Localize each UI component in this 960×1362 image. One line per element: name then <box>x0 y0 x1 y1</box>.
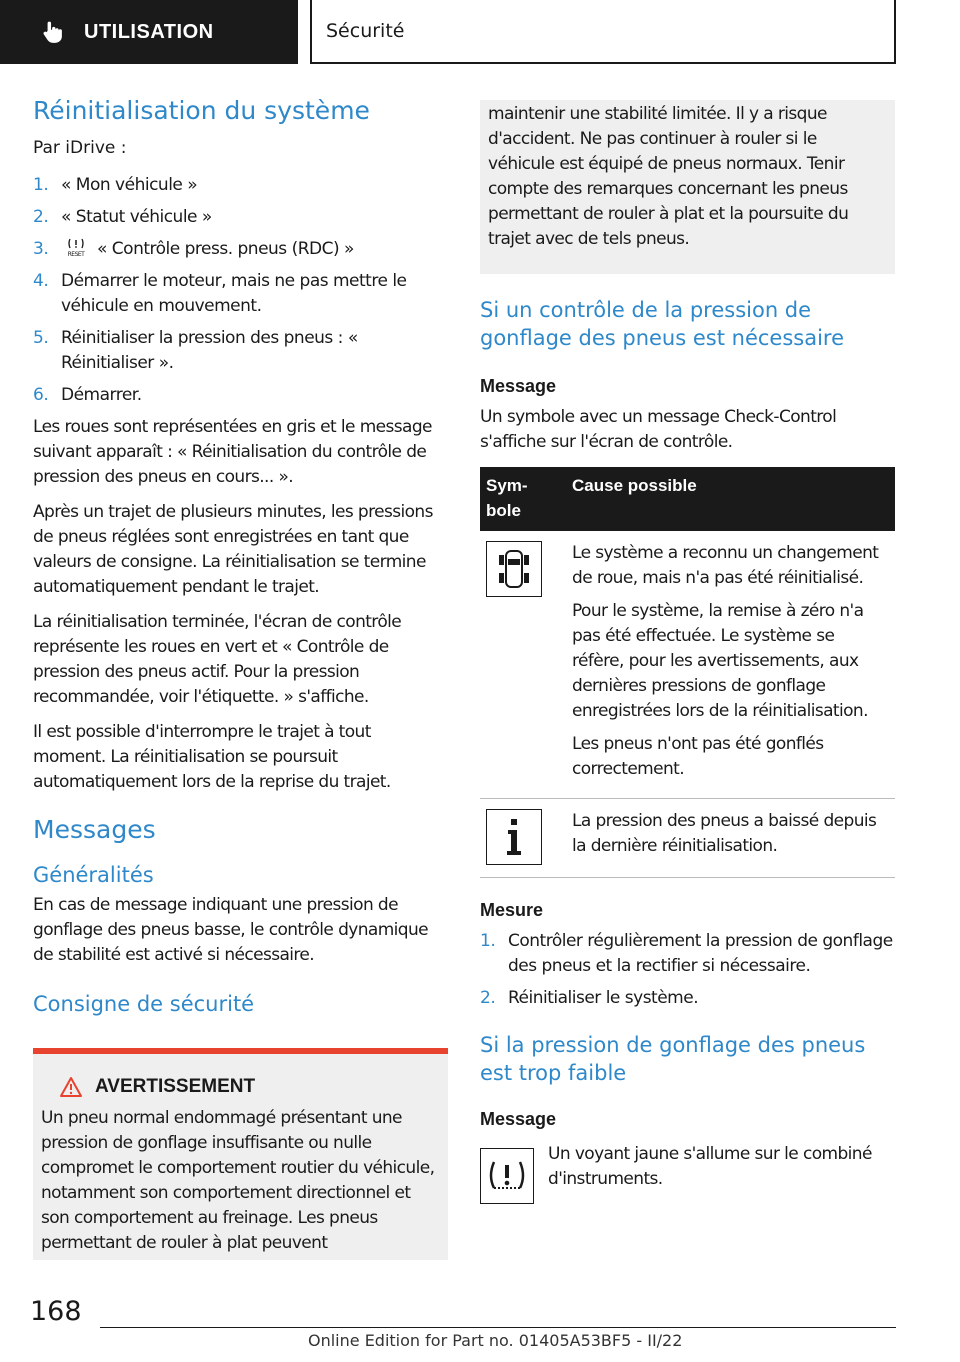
list-item: 5. Réinitialiser la pression des pneus : « Réinitialiser ». <box>33 328 358 373</box>
general-title: Généralités <box>33 863 154 887</box>
paragraph: La réinitialisation terminée, l'écran de contrôle représente les roues en vert et « Contrôle de pression des pneus actif. Pour la pression recommandée, voir l'étiquette. » s'affiche. <box>33 612 402 707</box>
warning-triangle-icon <box>59 1076 83 1098</box>
tire-reset-icon: RESET <box>61 237 91 262</box>
chapter-tab <box>0 0 298 64</box>
col-symbol: Sym- bole <box>480 467 566 531</box>
car-wheels-icon <box>486 541 542 597</box>
left-column <box>33 96 448 1018</box>
general-text: En cas de message indiquant une pression de gonflage des pneus basse, le contrôle dynamique de stabilité est activé si nécessaire. <box>33 895 429 965</box>
table-row: Le système a reconnu un changement de roue, mais n'a pas été réinitialisé. Pour le système, la remise à zéro n'a pas été effectuée. Le système se réfère, pour les avertissements, aux dernières pressions de gonflage enregistrées lors de la réinitialisation. Les pneus n'ont pas été gonflés correctement. <box>480 531 895 799</box>
hand-pointer-icon <box>40 19 66 45</box>
yellow-light-row <box>480 1142 895 1204</box>
safety-title: Consigne de sécurité <box>33 992 255 1016</box>
section-label: Sécurité <box>310 0 896 64</box>
message-label: Message <box>480 376 557 396</box>
paragraph: Les roues sont représentées en gris et le message suivant apparaît : « Réinitialisation du contrôle de pression des pneus en cours... ». <box>33 417 432 487</box>
messages-title: Messages <box>33 815 156 844</box>
paragraph: Après un trajet de plusieurs minutes, les pressions de pneus réglées sont enregistrées en tant que valeurs de consigne. La réinitialisation se termine automatiquement pendant le trajet. <box>33 502 433 597</box>
info-icon <box>486 809 542 865</box>
list-item: 2. « Statut véhicule » <box>33 207 212 227</box>
list-item: 2. Réinitialiser le système. <box>480 988 699 1008</box>
low-pressure-title: Si la pression de gonflage des pneus est trop faible <box>480 1033 866 1085</box>
warning-text: Un pneu normal endommagé présentant une pression de gonflage insuffisante ou nulle compromet le comportement routier du véhicule, notamment son comportement directionnel et son comportement au freinage. Les pneus permettant de rouler à plat peuvent <box>41 1108 435 1253</box>
warning-continuation: maintenir une stabilité limitée. Il y a risque d'accident. Ne pas continuer à rouler si le véhicule est équipé de pneus normaux. Tenir compte des remarques concernant les pneus permettant de rouler à plat et la poursuite du trajet avec de tels pneus. <box>480 100 895 274</box>
page-number: 168 <box>30 1296 82 1327</box>
table-row: La pression des pneus a baissé depuis la dernière réinitialisation. <box>480 799 895 878</box>
tire-warning-icon <box>480 1148 534 1204</box>
intro-text: Par iDrive : <box>33 138 127 158</box>
right-column <box>480 296 895 1204</box>
measure-steps <box>480 929 895 1011</box>
message2-text: Un voyant jaune s'allume sur le combiné d'instruments. <box>548 1144 872 1189</box>
message-text: Un symbole avec un message Check-Control s'affiche sur l'écran de contrôle. <box>480 407 837 452</box>
message2-label: Message <box>480 1109 557 1129</box>
check-title: Si un contrôle de la pression de gonflage des pneus est nécessaire <box>480 298 845 350</box>
edition-text: Online Edition for Part no. 01405A53BF5 - II/22 <box>308 1331 683 1350</box>
list-item: 1. Contrôler régulièrement la pression de gonflage des pneus et la rectifier si nécessaire. <box>480 931 893 976</box>
list-item: 4. Démarrer le moteur, mais ne pas mettre le véhicule en mouvement. <box>33 271 407 316</box>
measure-label: Mesure <box>480 900 544 920</box>
paragraph: Il est possible d'interrompre le trajet à tout moment. La réinitialisation se poursuit automatiquement lors de la reprise du trajet. <box>33 722 391 792</box>
warning-heading: AVERTISSEMENT <box>41 1076 440 1098</box>
symbol-table <box>480 467 895 878</box>
reset-steps <box>33 173 448 408</box>
col-cause: Cause possible <box>566 467 895 531</box>
list-item: 1. « Mon véhicule » <box>33 175 198 195</box>
footer-divider <box>100 1327 896 1328</box>
list-item: 3. RESET « Contrôle press. pneus (RDC) » <box>33 237 448 262</box>
list-item: 6. Démarrer. <box>33 385 142 405</box>
reset-title: Réinitialisation du système <box>33 96 370 125</box>
warning-box <box>33 1048 448 1260</box>
chapter-label: UTILISATION <box>84 20 214 43</box>
